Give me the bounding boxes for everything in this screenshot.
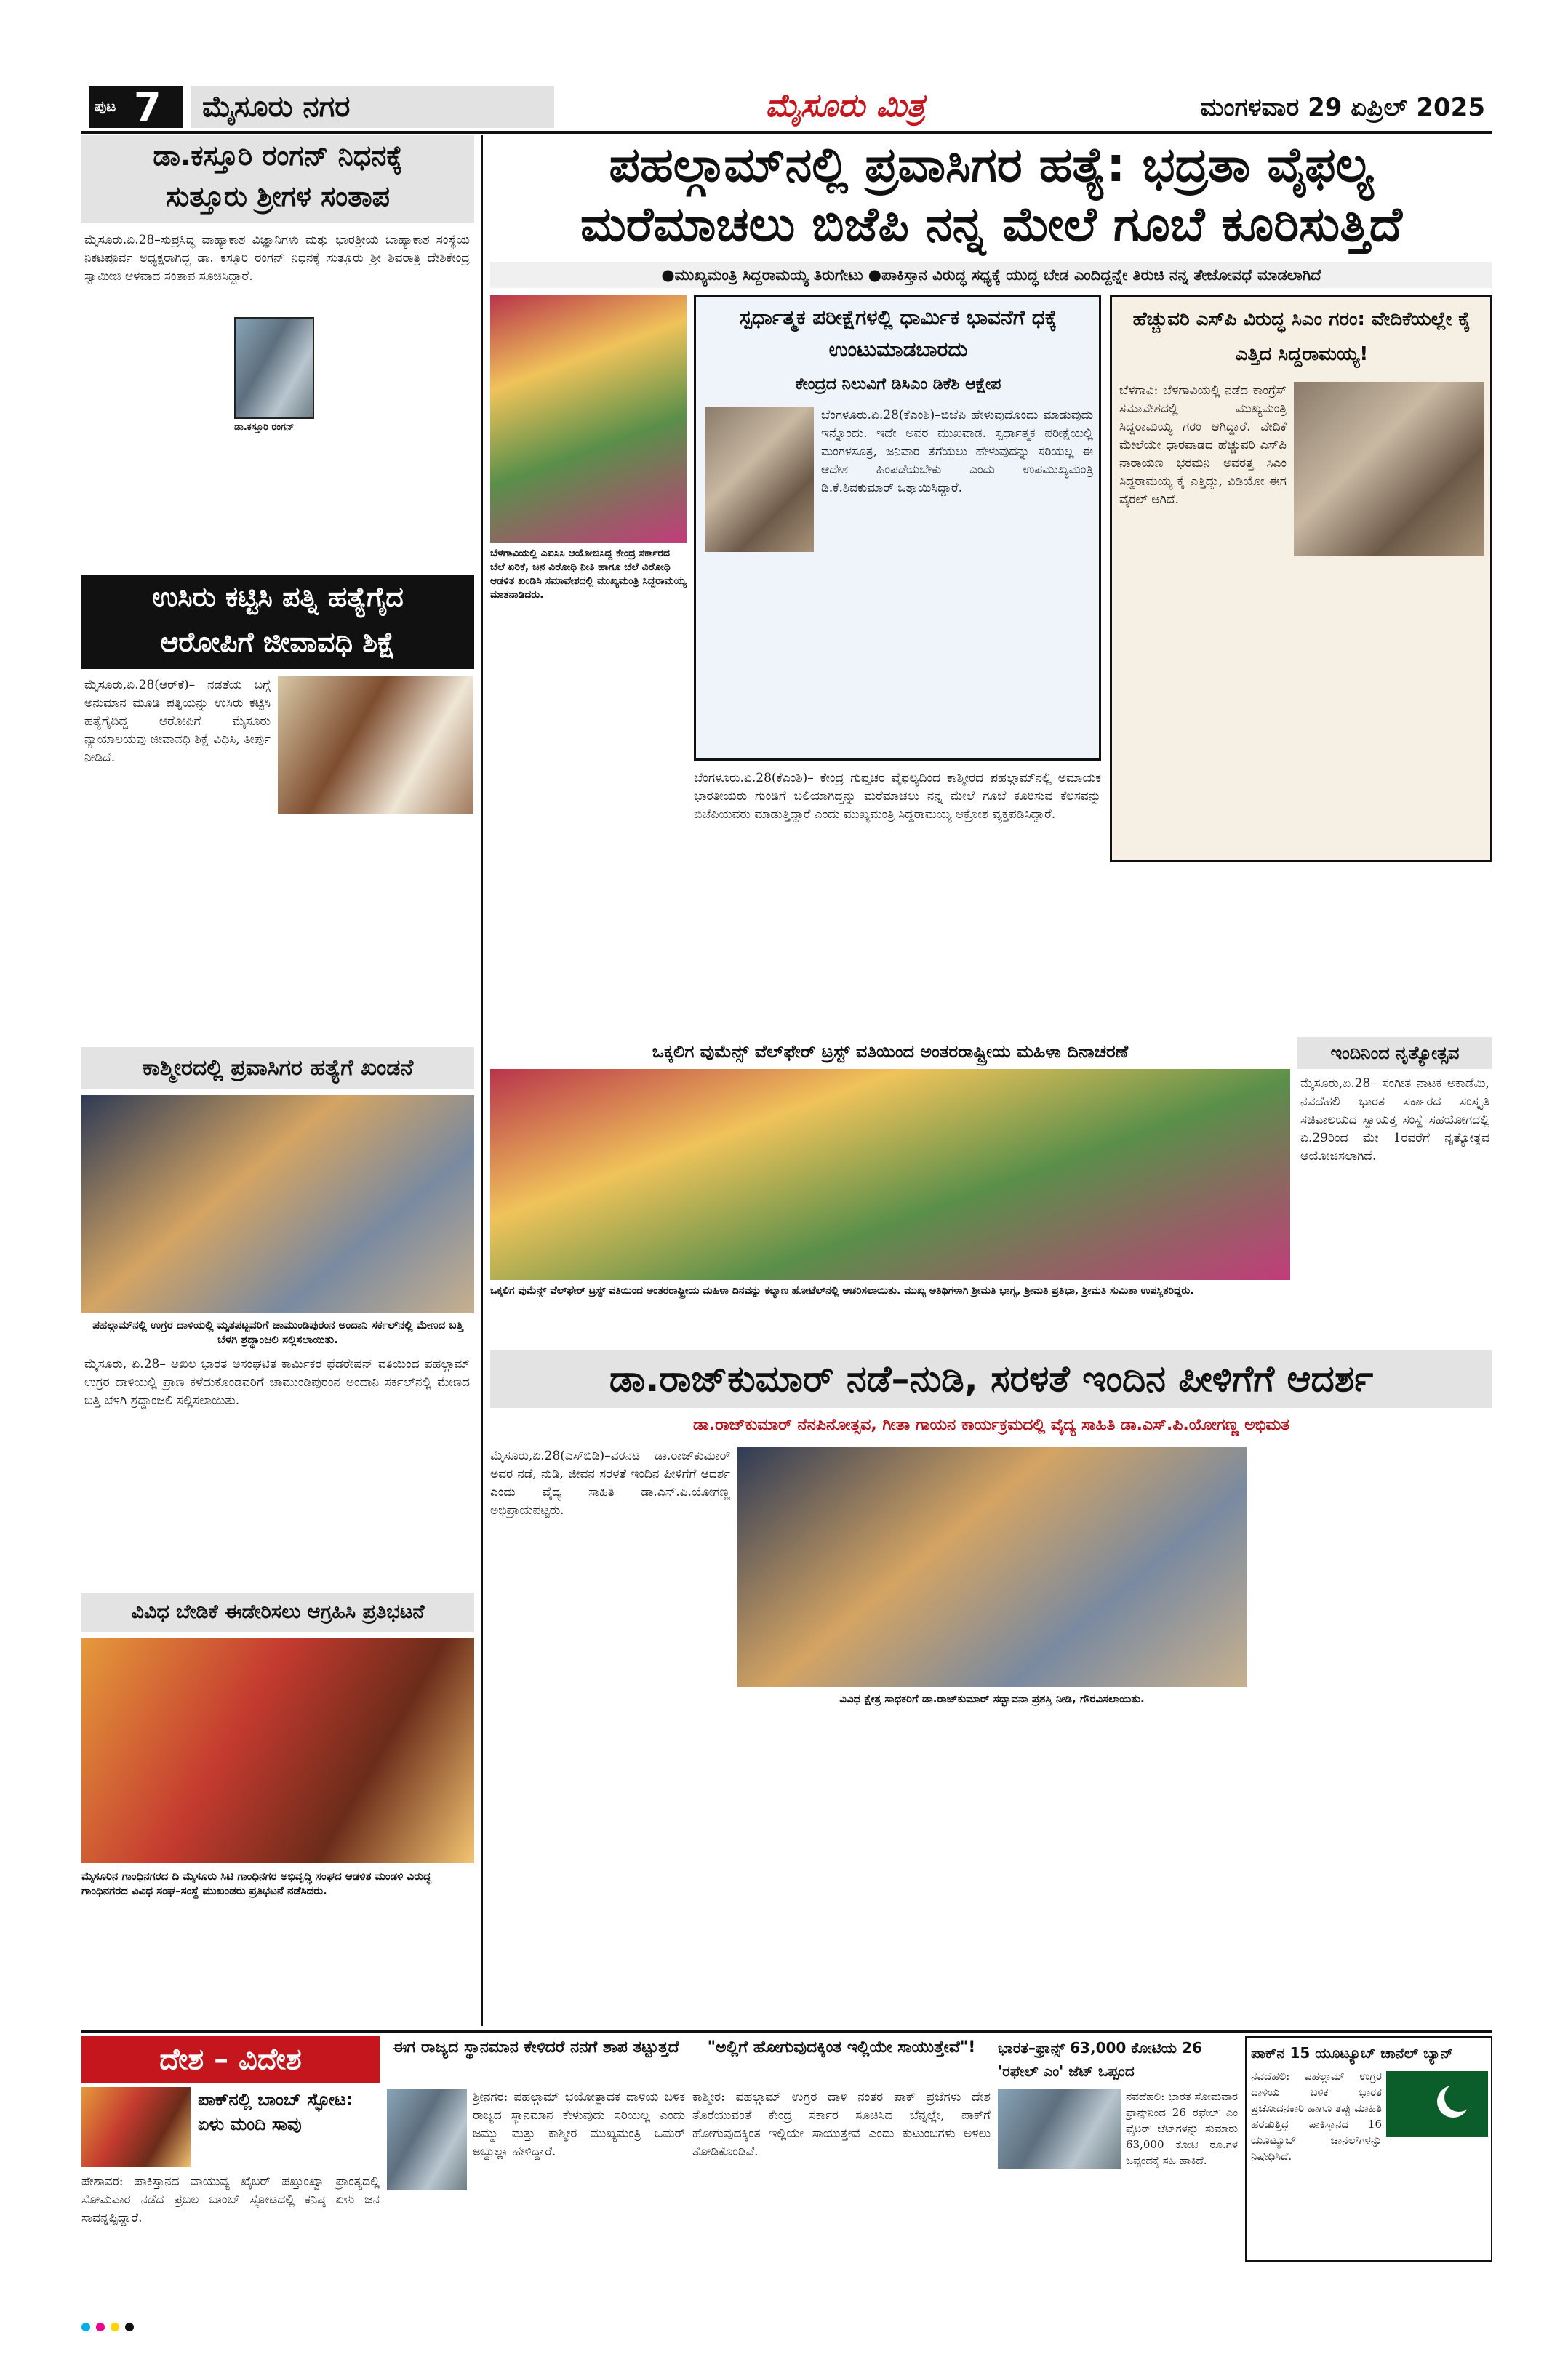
hebbal-photo: [1294, 382, 1484, 556]
world-col4-headline: ಭಾರತ–ಫ್ರಾನ್ಸ್ 63,000 ಕೋಟಿಯ 26 'ರಫೇಲ್ ಎಂ' ಜೆಟ್ ಒಪ್ಪಂದ: [998, 2039, 1202, 2080]
lifer-body: ಮೈಸೂರು,ಏ.28(ಆರ್‌ಕೆ)– ನಡತೆಯ ಬಗ್ಗೆ ಅನುಮಾನ ಮೂಡಿ ಪತ್ನಿಯನ್ನು ಉಸಿರು ಕಟ್ಟಿಸಿ ಹತ್ಯೆಗೈದಿದ್ದ ಆರೋಪಿಗೆ ಮೈಸೂರು ನ್ಯಾಯಾಲಯವು ಜೀವಾವಧಿ ಶಿಕ್ಷೆ ವಿಧಿಸಿ, ತೀರ್ಪು ನೀಡಿದೆ.: [84, 678, 271, 765]
lifer-headline: [81, 575, 474, 669]
main-headline-line1: ಪಹಲ್ಗಾಮ್‌ನಲ್ಲಿ ಪ್ರವಾಸಿಗರ ಹತ್ಯೆ: ಭದ್ರತಾ ವೈಫಲ್ಯ: [609, 137, 1374, 193]
kasturi-headline-line2: ಸುತ್ತೂರು ಶ್ರೀಗಳ ಸಂತಾಪ: [165, 180, 391, 212]
world-rule: [81, 2030, 1492, 2033]
hebbal-box: [1110, 295, 1492, 862]
page-number: 7: [134, 86, 161, 128]
dks-box: [694, 295, 1101, 761]
womens-day-article: [490, 1037, 1290, 1342]
rajkumar-photo: [737, 1447, 1247, 1687]
cyan-dot-icon: [81, 2323, 90, 2331]
main-subline: ●ಮುಖ್ಯಮಂತ್ರಿ ಸಿದ್ದರಾಮಯ್ಯ ತಿರುಗೇಟು ●ಪಾಕಿಸ್ತಾನ ವಿರುದ್ಧ ಸಧ್ಯಕ್ಕೆ ಯುದ್ಧ ಬೇಡ ಎಂದಿದ್ದನ್ನೇ ತಿರುಚಿ ನನ್ನ ತೇಜೋವಧೆ ಮಾಡಲಾಗಿದೆ: [490, 262, 1492, 288]
world-col2-headline: ಈಗ ರಾಜ್ಯದ ಸ್ಥಾನಮಾನ ಕೇಳಿದರೆ ನನಗೆ ಶಾಪ ತಟ್ಟುತ್ತದೆ: [393, 2038, 679, 2057]
protest-article: [81, 1593, 474, 2029]
page-number-box: [89, 86, 183, 128]
magenta-dot-icon: [96, 2323, 105, 2331]
protest-photo-caption: ಮೈಸೂರಿನ ಗಾಂಧಿನಗರದ ದಿ ಮೈಸೂರು ಸಿಟಿ ಗಾಂಧಿನಗರ ಅಭಿವೃದ್ಧಿ ಸಂಘದ ಆಡಳಿತ ಮಂಡಳಿ ವಿರುದ್ಧ ಗಾಂಧಿನಗರದ ವಿವಿಧ ಸಂಘ–ಸಂಸ್ಥೆ ಮುಖಂಡರು ಪ್ರತಿಭಟನೆ ನಡೆಸಿದರು.: [81, 1870, 431, 1897]
womens-day-headline: ಒಕ್ಕಲಿಗ ವುಮೆನ್ಸ್ ವೆಲ್‌ಫೇರ್ ಟ್ರಸ್ಟ್ ವತಿಯಿಂದ ಅಂತರರಾಷ್ಟ್ರೀಯ ಮಹಿಳಾ ದಿನಾಚರಣೆ: [652, 1041, 1129, 1062]
world-col4-body: ನವದೆಹಲಿ: ಭಾರತ ಸೋಮವಾರ ಫ್ರಾನ್ಸ್‌ನಿಂದ 26 ರಫೇಲ್ ಎಂ ಫೈಟರ್ ಜೆಟ್‌ಗಳನ್ನು ಸುಮಾರು 63,000 ಕೋಟಿ ರೂ.ಗಳ ಒಪ್ಪಂದಕ್ಕೆ ಸಹಿ ಹಾಕಿದೆ.: [1126, 2090, 1238, 2167]
rajkumar-body: ಮೈಸೂರು,ಏ.28(ಎಸ್‌ಬಿಡಿ)–ವರನಟ ಡಾ.ರಾಜ್‌ಕುಮಾರ್ ಅವರ ನಡೆ, ನುಡಿ, ಜೀವನ ಸರಳತೆ ಇಂದಿನ ಪೀಳಿಗೆಗೆ ಆದರ್ಶ ಎಂದು ವೈದ್ಯ ಸಾಹಿತಿ ಡಾ.ಎಸ್.ಪಿ.ಯೋಗಣ್ಣ ಅಭಿಪ್ರಾಯಪಟ್ಟರು.: [490, 1449, 730, 1518]
rajkumar-subhead: ಡಾ.ರಾಜ್‌ಕುಮಾರ್ ನೆನಪಿನೋತ್ಸವ, ಗೀತಾ ಗಾಯನ ಕಾರ್ಯಕ್ರಮದಲ್ಲಿ ವೈದ್ಯ ಸಾಹಿತಿ ಡಾ.ಎಸ್.ಪಿ.ಯೋಗಣ್ಣ ಅಭಿಮತ: [693, 1416, 1289, 1434]
dks-subhead: ಕೇಂದ್ರದ ನಿಲುವಿಗೆ ಡಿಸಿಎಂ ಡಿಕೆಶಿ ಆಕ್ಷೇಪ: [795, 375, 1001, 393]
world-col3-headline: "ಅಲ್ಲಿಗೆ ಹೋಗುವುದಕ್ಕಿಂತ ಇಲ್ಲಿಯೇ ಸಾಯುತ್ತೇವೆ"!: [707, 2038, 976, 2057]
page-header: [81, 80, 1492, 131]
womens-day-caption: ಒಕ್ಕಲಿಗ ವುಮೆನ್ಸ್ ವೆಲ್‌ಫೇರ್ ಟ್ರಸ್ಟ್ ವತಿಯಿಂದ ಅಂತರರಾಷ್ಟ್ರೀಯ ಮಹಿಳಾ ದಿನವನ್ನು ಕಲ್ಯಾಣ ಹೋಟೆಲ್‌ನಲ್ಲಿ ಆಚರಿಸಲಾಯಿತು. ಮುಖ್ಯ ಅತಿಥಿಗಳಾಗಿ ಶ್ರೀಮತಿ ಭಾಗ್ಯ, ಶ್ರೀಮತಿ ಪ್ರತಿಭಾ, ಶ್ರೀಮತಿ ಸುಮಿತಾ ಉಪಸ್ಥಿತರಿದ್ದರು.: [490, 1285, 1194, 1297]
issue-date: ಮಂಗಳವಾರ 29 ಏಪ್ರಿಲ್ 2025: [1200, 93, 1485, 122]
cm-photo: [490, 295, 687, 543]
page-label: ಪುಟ: [95, 97, 116, 115]
kasturi-headline-line1: ಡಾ.ಕಸ್ತೂರಿ ರಂಗನ್ ನಿಧನಕ್ಕೆ: [153, 140, 403, 172]
omar-photo: [387, 2089, 467, 2190]
world-col5-body: ನವದೆಹಲಿ: ಪಹಲ್ಗಾಮ್ ಉಗ್ರರ ದಾಳಿಯ ಬಳಿಕ ಭಾರತ ಪ್ರಚೋದನಕಾರಿ ಹಾಗೂ ತಪ್ಪು ಮಾಹಿತಿ ಹರಡುತ್ತಿದ್ದ ಪಾಕಿಸ್ತಾನದ 16 ಯೂಟ್ಯೂಬ್ ಚಾನೆಲ್‌ಗಳನ್ನು ನಿಷೇಧಿಸಿದೆ.: [1251, 2070, 1382, 2163]
section-title: ಮೈಸೂರು ನಗರ: [191, 86, 554, 128]
protest-photo: [81, 1638, 474, 1863]
kashmir-photo: [81, 1095, 474, 1313]
kashmir-headline: ಕಾಶ್ಮೀರದಲ್ಲಿ ಪ್ರವಾಸಿಗರ ಹತ್ಯೆಗೆ ಖಂಡನೆ: [81, 1047, 474, 1089]
kasturi-portrait: [234, 317, 314, 419]
blast-photo: [81, 2087, 191, 2167]
dance-headline: ಇಂದಿನಿಂದ ನೃತ್ಯೋತ್ಸವ: [1297, 1037, 1492, 1069]
rafale-photo: [998, 2089, 1121, 2169]
world-col4: [998, 2036, 1238, 2262]
rajkumar-headline: ಡಾ.ರಾಜ್‌ಕುಮಾರ್ ನಡೆ–ನುಡಿ, ಸರಳತೆ ಇಂದಿನ ಪೀಳಿಗೆಗೆ ಆದರ್ಶ: [490, 1350, 1492, 1408]
world-col1-body: ಪೇಶಾವರ: ಪಾಕಿಸ್ತಾನದ ವಾಯುವ್ಯ ಖೈಬರ್ ಪಖ್ತುಂಖ್ವಾ ಪ್ರಾಂತ್ಯದಲ್ಲಿ ಸೋಮವಾರ ನಡೆದ ಪ್ರಬಲ ಬಾಂಬ್ ಸ್ಫೋಟದಲ್ಲಿ ಕನಿಷ್ಠ ಏಳು ಜನ ಸಾವನ್ನಪ್ಪಿದ್ದಾರೆ.: [81, 2174, 380, 2225]
kasturi-article: [81, 135, 474, 564]
rajkumar-article: [490, 1350, 1492, 2026]
lifer-headline-line1: ಉಸಿರು ಕಟ್ಟಿಸಿ ಪತ್ನಿ ಹತ್ಯೆಗೈದ: [152, 581, 404, 613]
pak-flag-graphic: [1386, 2071, 1488, 2137]
protest-headline: ವಿವಿಧ ಬೇಡಿಕೆ ಈಡೇರಿಸಲು ಆಗ್ರಹಿಸಿ ಪ್ರತಿಭಟನೆ: [81, 1593, 474, 1632]
dance-article: [1297, 1037, 1492, 1342]
flag-crescent-cut: [1444, 2083, 1473, 2112]
womens-day-photo: [490, 1069, 1290, 1280]
world-col1-headline: ಪಾಕ್‌ನಲ್ಲಿ ಬಾಂಬ್ ಸ್ಫೋಟ: ಏಳು ಮಂದಿ ಸಾವು: [198, 2089, 353, 2134]
dance-body: ಮೈಸೂರು,ಏ.28– ಸಂಗೀತ ನಾಟಕ ಅಕಾಡೆಮಿ, ನವದೆಹಲಿ ಭಾರತ ಸರ್ಕಾರದ ಸಂಸ್ಕೃತಿ ಸಚಿವಾಲಯದ ಸ್ವಾಯತ್ತ ಸಂಸ್ಥೆ ಸಹಯೋಗದಲ್ಲಿ ಏ.29ರಿಂದ ಮೇ 1ರವರೆಗೆ ನೃತ್ಯೋತ್ಸವ ಆಯೋಜಿಸಲಾಗಿದೆ.: [1300, 1076, 1489, 1164]
main-body-col1: [490, 641, 687, 1020]
black-dot-icon: [125, 2323, 134, 2331]
masthead: ಮೈಸೂರು ಮಿತ್ರ: [765, 87, 925, 124]
footer-marks: [81, 2320, 1492, 2334]
column-rule-left: [481, 135, 483, 2026]
kasturi-headline: [81, 135, 474, 223]
world-banner: ದೇಶ – ವಿದೇಶ: [81, 2036, 380, 2083]
hebbal-headline: ಹೆಚ್ಚುವರಿ ಎಸ್‌ಪಿ ವಿರುದ್ಧ ಸಿಎಂ ಗರಂ: ವೇದಿಕೆಯಲ್ಲೇ ಕೈ ಎತ್ತಿದ ಸಿದ್ದರಾಮಯ್ಯ!: [1132, 308, 1471, 365]
main-article: [490, 135, 1492, 1030]
dks-body: ಬೆಂಗಳೂರು.ಏ.28(ಕೆಎಂಶಿ)–ಬಿಜೆಪಿ ಹೇಳುವುದೊಂದು ಮಾಡುವುದು ಇನ್ನೊಂದು. ಇದೇ ಅವರ ಮುಖವಾಡ. ಸ್ಪರ್ಧಾತ್ಮಕ ಪರೀಕ್ಷೆಯಲ್ಲಿ ಮಂಗಳಸೂತ್ರ, ಜನಿವಾರ ತೆಗೆಯಲು ಹೇಳುವುದನ್ನು ಸರಿಯಲ್ಲ ಈ ಆದೇಶ ಹಿಂಪಡೆಯಬೇಕು ಎಂದು ಉಪಮುಖ್ಯಮಂತ್ರಿ ಡಿ.ಕೆ.ಶಿವಕುಮಾರ್ ಒತ್ತಾಯಿಸಿದ್ದಾರೆ.: [821, 408, 1093, 495]
cm-photo-caption: ಬೆಳಗಾವಿಯಲ್ಲಿ ಎಐಸಿಸಿ ಆಯೋಜಿಸಿದ್ದ ಕೇಂದ್ರ ಸರ್ಕಾರದ ಬೆಲೆ ಏರಿಕೆ, ಜನ ವಿರೋಧಿ ನೀತಿ ಹಾಗೂ ಬೆಲೆ ವಿರೋಧಿ ಆಡಳಿತ ಖಂಡಿಸಿ ಸಮಾವೇಶದಲ್ಲಿ ಮುಖ್ಯಮಂತ್ರಿ ಸಿದ್ದರಾಮಯ್ಯ ಮಾತನಾಡಿದರು.: [490, 548, 687, 601]
kashmir-body: ಮೈಸೂರು, ಏ.28– ಅಖಿಲ ಭಾರತ ಅಸಂಘಟಿತ ಕಾರ್ಮಿಕರ ಫೆಡರೇಷನ್ ವತಿಯಿಂದ ಪಹಲ್ಗಾಮ್ ಉಗ್ರರ ದಾಳಿಯಲ್ಲಿ ಪ್ರಾಣ ಕಳೆದುಕೊಂಡವರಿಗೆ ಚಾಮುಂಡಿಪುರಂನ ಅಂದಾನಿ ಸರ್ಕಲ್‌ನಲ್ಲಿ ಮೇಣದ ಬತ್ತಿ ಬೆಳಗಿ ಶ್ರದ್ಧಾಂಜಲಿ ಸಲ್ಲಿಸಲಾಯಿತು.: [84, 1357, 470, 1408]
world-col1: [81, 2087, 380, 2262]
lifer-headline-line2: ಆರೋಪಿಗೆ ಜೀವಾವಧಿ ಶಿಕ್ಷೆ: [160, 626, 396, 658]
kasturi-photo-caption: ಡಾ.ಕಸ್ತೂರಿ ರಂಗನ್: [234, 420, 321, 436]
lifer-article: [81, 575, 474, 1040]
dks-headline: ಸ್ಪರ್ಧಾತ್ಮಕ ಪರೀಕ್ಷೆಗಳಲ್ಲಿ ಧಾರ್ಮಿಕ ಭಾವನೆಗೆ ಧಕ್ಕೆ ಉಂಟುಮಾಡಬಾರದು: [739, 305, 1057, 361]
hebbal-body: ಬೆಳಗಾವಿ: ಬೆಳಗಾವಿಯಲ್ಲಿ ನಡೆದ ಕಾಂಗ್ರೆಸ್ ಸಮಾವೇಶದಲ್ಲಿ ಮುಖ್ಯಮಂತ್ರಿ ಸಿದ್ದರಾಮಯ್ಯ ಗರಂ ಆಗಿದ್ದಾರೆ. ವೇದಿಕೆ ಮೇಲೆಯೇ ಧಾರವಾಡದ ಹೆಚ್ಚುವರಿ ಎಸ್‌ಪಿ ನಾರಾಯಣ ಭರಮನಿ ಅವರತ್ತ ಸಿಎಂ ಸಿದ್ದರಾಮಯ್ಯ ಕೈ ಎತ್ತಿದ್ದು, ವಿಡಿಯೋ ಈಗ ವೈರಲ್ ಆಗಿದೆ.: [1119, 383, 1287, 507]
world-col2-body: ಶ್ರೀನಗರ: ಪಹಲ್ಗಾಮ್ ಭಯೋತ್ಪಾದಕ ದಾಳಿಯ ಬಳಿಕ ರಾಜ್ಯದ ಸ್ಥಾನಮಾನ ಕೇಳುವುದು ಸರಿಯಲ್ಲ ಎಂದು ಜಮ್ಮು ಮತ್ತು ಕಾಶ್ಮೀರ ಮುಖ್ಯಮಂತ್ರಿ ಒಮರ್ ಅಬ್ದುಲ್ಲಾ ಹೇಳಿದ್ದಾರೆ.: [473, 2090, 685, 2159]
yellow-dot-icon: [111, 2323, 119, 2331]
kashmir-article: [81, 1047, 474, 1585]
kashmir-photo-caption: ಪಹಲ್ಗಾಮ್‌ನಲ್ಲಿ ಉಗ್ರರ ದಾಳಿಯಲ್ಲಿ ಮೃತಪಟ್ಟವರಿಗೆ ಚಾಮುಂಡಿಪುರಂನ ಅಂದಾನಿ ಸರ್ಕಲ್‌ನಲ್ಲಿ ಮೇಣದ ಬತ್ತಿ ಬೆಳಗಿ ಶ್ರದ್ಧಾಂಜಲಿ ಸಲ್ಲಿಸಲಾಯಿತು.: [92, 1318, 463, 1346]
world-col5-headline: ಪಾಕ್‌ನ 15 ಯೂಟ್ಯೂಬ್ ಚಾನೆಲ್ ಬ್ಯಾನ್: [1251, 2044, 1454, 2062]
handcuff-photo: [278, 676, 473, 814]
rajkumar-photo-caption: ವಿವಿಧ ಕ್ಷೇತ್ರ ಸಾಧಕರಿಗೆ ಡಾ.ರಾಜ್‌ಕುಮಾರ್ ಸದ್ಭಾವನಾ ಪ್ರಶಸ್ತಿ ನೀಡಿ, ಗೌರವಿಸಲಾಯಿತು.: [839, 1692, 1145, 1705]
main-headline-line2: ಮರೆಮಾಚಲು ಬಿಜೆಪಿ ನನ್ನ ಮೇಲೆ ಗೂಬೆ ಕೂರಿಸುತ್ತಿದೆ: [580, 196, 1402, 252]
main-body: ಬೆಂಗಳೂರು.ಏ.28(ಕೆಎಂಶಿ)– ಕೇಂದ್ರ ಗುಪ್ತಚರ ವೈಫಲ್ಯದಿಂದ ಕಾಶ್ಮೀರದ ಪಹಲ್ಗಾಮ್‌ನಲ್ಲಿ ಅಮಾಯಕ ಭಾರತೀಯರು ಗುಂಡಿಗೆ ಬಲಿಯಾಗಿದ್ದನ್ನು ಮರೆಮಾಚಲು ನನ್ನ ಮೇಲೆ ಗೂಬೆ ಕೂರಿಸುವ ಕೆಲಸವನ್ನು ಬಿಜೆಪಿಯವರು ಮಾಡುತ್ತಿದ್ದಾರೆ ಎಂದು ಮುಖ್ಯಮಂತ್ರಿ ಸಿದ್ದರಾಮಯ್ಯ ಆಕ್ರೋಶ ವ್ಯಕ್ತಪಡಿಸಿದ್ದಾರೆ.: [694, 771, 1101, 822]
rajkumar-body-col2: [1254, 1447, 1492, 2014]
world-col5: [1245, 2036, 1492, 2262]
world-col3: [692, 2036, 991, 2262]
dks-photo: [705, 407, 814, 552]
world-col3-body: ಕಾಶ್ಮೀರ: ಪಹಲ್ಗಾಮ್ ಉಗ್ರರ ದಾಳಿ ನಂತರ ಪಾಕ್ ಪ್ರಜೆಗಳು ದೇಶ ತೊರೆಯುವಂತೆ ಕೇಂದ್ರ ಸರ್ಕಾರ ಸೂಚಿಸಿದ ಬೆನ್ನಲ್ಲೇ, ಪಾಕ್‌ಗೆ ಹೋಗುವುದಕ್ಕಿಂತ ಇಲ್ಲಿಯೇ ಸಾಯುತ್ತೇವೆ ಎಂದು ಕುಟುಂಬಗಳು ಅಳಲು ತೋಡಿಕೊಂಡಿವೆ.: [692, 2090, 991, 2159]
kasturi-body: ಮೈಸೂರು.ಏ.28–ಸುಪ್ರಸಿದ್ಧ ವಾಹ್ಯಾಕಾಶ ವಿಜ್ಞಾನಿಗಳು ಮತ್ತು ಭಾರತ್ರೀಯ ಬಾಹ್ಯಾಕಾಶ ಸಂಸ್ಥೆಯ ನಿಕಟಪೂರ್ವ ಅಧ್ಯಕ್ಷರಾಗಿದ್ದ ಡಾ. ಕಸ್ತೂರಿ ರಂಗನ್ ನಿಧನಕ್ಕೆ ಸುತ್ತೂರು ಶ್ರೀ ಶಿವರಾತ್ರಿ ದೇಶಿಕೇಂದ್ರ ಸ್ವಾಮೀಜಿ ಆಳವಾದ ಸಂತಾಪ ಸೂಚಿಸಿದ್ದಾರೆ.: [84, 233, 470, 284]
world-col2: [387, 2036, 685, 2262]
header-rule: [81, 131, 1492, 134]
main-headline: [490, 135, 1492, 259]
